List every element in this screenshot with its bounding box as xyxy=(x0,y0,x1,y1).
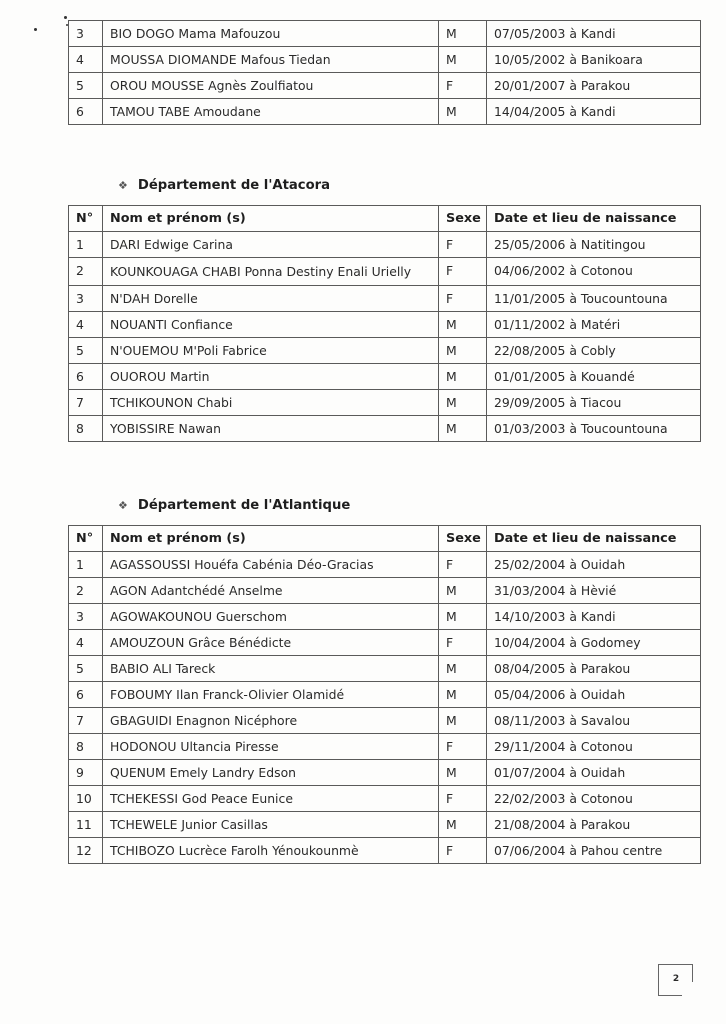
cell-name: TCHIKOUNON Chabi xyxy=(103,390,439,416)
section-title: Département de l'Atlantique xyxy=(137,498,351,513)
table-row xyxy=(69,47,701,73)
cell-sex: M xyxy=(439,604,487,630)
table-row xyxy=(69,390,701,416)
cell-birth: 01/03/2003 à Toucountouna xyxy=(487,416,701,442)
atacora-table xyxy=(68,205,701,442)
cell-number: 6 xyxy=(69,99,103,125)
cell-sex: M xyxy=(439,47,487,73)
cell-sex: M xyxy=(439,364,487,390)
cell-sex: M xyxy=(439,338,487,364)
atlantique-table xyxy=(68,525,701,864)
table-row xyxy=(69,656,701,682)
cell-sex: F xyxy=(439,73,487,99)
cell-number: 8 xyxy=(69,416,103,442)
cell-number: 5 xyxy=(69,73,103,99)
table-header-row xyxy=(69,206,701,232)
page-number-frame xyxy=(692,964,693,982)
cell-name: BIO DOGO Mama Mafouzou xyxy=(103,21,439,47)
table-row xyxy=(69,708,701,734)
cell-name: HODONOU Ultancia Piresse xyxy=(103,734,439,760)
cell-sex: F xyxy=(439,286,487,312)
cell-birth: 07/06/2004 à Pahou centre xyxy=(487,838,701,864)
cell-name: TAMOU TABE Amoudane xyxy=(103,99,439,125)
cell-sex: M xyxy=(439,812,487,838)
table-row xyxy=(69,286,701,312)
cell-name: AMOUZOUN Grâce Bénédicte xyxy=(103,630,439,656)
cell-sex: F xyxy=(439,552,487,578)
table-row xyxy=(69,364,701,390)
table-row xyxy=(69,630,701,656)
cell-birth: 01/07/2004 à Ouidah xyxy=(487,760,701,786)
section-heading-atacora xyxy=(118,178,330,193)
table-header-row xyxy=(69,526,701,552)
cell-name: OROU MOUSSE Agnès Zoulfiatou xyxy=(103,73,439,99)
cell-sex: M xyxy=(439,416,487,442)
cell-sex: F xyxy=(439,838,487,864)
cell-name: TCHEWELE Junior Casillas xyxy=(103,812,439,838)
cell-birth: 31/03/2004 à Hèvié xyxy=(487,578,701,604)
cell-birth: 20/01/2007 à Parakou xyxy=(487,73,701,99)
cell-name: N'DAH Dorelle xyxy=(103,286,439,312)
table-row xyxy=(69,73,701,99)
cell-name: QUENUM Emely Landry Edson xyxy=(103,760,439,786)
cell-number: 2 xyxy=(69,578,103,604)
table-row xyxy=(69,99,701,125)
cell-birth: 25/05/2006 à Natitingou xyxy=(487,232,701,258)
table-row xyxy=(69,21,701,47)
cell-birth: 01/11/2002 à Matéri xyxy=(487,312,701,338)
cell-birth: 25/02/2004 à Ouidah xyxy=(487,552,701,578)
cell-name: FOBOUMY Ilan Franck-Olivier Olamidé xyxy=(103,682,439,708)
cell-sex: M xyxy=(439,682,487,708)
header-birth: Date et lieu de naissance xyxy=(487,206,701,232)
header-sex: Sexe xyxy=(439,206,487,232)
table-row xyxy=(69,312,701,338)
cell-name: GBAGUIDI Enagnon Nicéphore xyxy=(103,708,439,734)
cell-name: AGON Adantchédé Anselme xyxy=(103,578,439,604)
cell-name: AGOWAKOUNOU Guerschom xyxy=(103,604,439,630)
section-heading-atlantique xyxy=(118,498,350,513)
cell-number: 4 xyxy=(69,630,103,656)
cell-number: 5 xyxy=(69,338,103,364)
section-title: Département de l'Atacora xyxy=(137,178,331,193)
continued-table xyxy=(68,20,701,125)
cell-number: 4 xyxy=(69,312,103,338)
cell-sex: F xyxy=(439,630,487,656)
cell-name: MOUSSA DIOMANDE Mafous Tiedan xyxy=(103,47,439,73)
table-row xyxy=(69,760,701,786)
cell-number: 8 xyxy=(69,734,103,760)
table-row xyxy=(69,604,701,630)
cell-number: 6 xyxy=(69,364,103,390)
cell-number: 6 xyxy=(69,682,103,708)
cell-birth: 29/09/2005 à Tiacou xyxy=(487,390,701,416)
cell-birth: 05/04/2006 à Ouidah xyxy=(487,682,701,708)
header-name: Nom et prénom (s) xyxy=(103,526,439,552)
cell-sex: M xyxy=(439,99,487,125)
cell-number: 7 xyxy=(69,708,103,734)
cell-name: OUOROU Martin xyxy=(103,364,439,390)
cell-number: 1 xyxy=(69,552,103,578)
cell-name: BABIO ALI Tareck xyxy=(103,656,439,682)
cell-number: 4 xyxy=(69,47,103,73)
cell-number: 3 xyxy=(69,604,103,630)
cell-sex: M xyxy=(439,578,487,604)
cell-birth: 14/10/2003 à Kandi xyxy=(487,604,701,630)
cell-birth: 22/08/2005 à Cobly xyxy=(487,338,701,364)
header-no: N° xyxy=(69,526,103,552)
cell-number: 3 xyxy=(69,21,103,47)
cell-sex: M xyxy=(439,708,487,734)
table-row xyxy=(69,338,701,364)
cell-name: NOUANTI Confiance xyxy=(103,312,439,338)
cell-name: DARI Edwige Carina xyxy=(103,232,439,258)
cell-number: 9 xyxy=(69,760,103,786)
cell-number: 7 xyxy=(69,390,103,416)
table-row xyxy=(69,786,701,812)
table-row xyxy=(69,734,701,760)
table-row xyxy=(69,838,701,864)
cell-number: 12 xyxy=(69,838,103,864)
cell-number: 1 xyxy=(69,232,103,258)
cell-name: TCHIBOZO Lucrèce Farolh Yénoukounmè xyxy=(103,838,439,864)
cell-birth: 07/05/2003 à Kandi xyxy=(487,21,701,47)
header-sex: Sexe xyxy=(439,526,487,552)
page-number: 2 xyxy=(658,964,693,995)
cell-number: 10 xyxy=(69,786,103,812)
cell-number: 5 xyxy=(69,656,103,682)
cell-sex: F xyxy=(439,258,487,286)
cell-birth: 21/08/2004 à Parakou xyxy=(487,812,701,838)
cell-name: N'OUEMOU M'Poli Fabrice xyxy=(103,338,439,364)
cell-name: KOUNKOUAGA CHABI Ponna Destiny Enali Urielly xyxy=(103,258,439,286)
cell-birth: 10/05/2002 à Banikoara xyxy=(487,47,701,73)
header-birth: Date et lieu de naissance xyxy=(487,526,701,552)
cell-name: AGASSOUSSI Houéfa Cabénia Déo-Gracias xyxy=(103,552,439,578)
cell-sex: F xyxy=(439,786,487,812)
table-row xyxy=(69,552,701,578)
cell-birth: 08/04/2005 à Parakou xyxy=(487,656,701,682)
diamond-bullet-icon: ❖ xyxy=(118,179,128,192)
table-row xyxy=(69,812,701,838)
cell-birth: 11/01/2005 à Toucountouna xyxy=(487,286,701,312)
cell-sex: M xyxy=(439,656,487,682)
cell-sex: M xyxy=(439,21,487,47)
table-row xyxy=(69,682,701,708)
header-name: Nom et prénom (s) xyxy=(103,206,439,232)
cell-sex: M xyxy=(439,760,487,786)
cell-number: 11 xyxy=(69,812,103,838)
table-row xyxy=(69,232,701,258)
cell-birth: 14/04/2005 à Kandi xyxy=(487,99,701,125)
cell-sex: F xyxy=(439,734,487,760)
cell-sex: M xyxy=(439,390,487,416)
cell-number: 3 xyxy=(69,286,103,312)
cell-number: 2 xyxy=(69,258,103,286)
cell-name: YOBISSIRE Nawan xyxy=(103,416,439,442)
cell-birth: 01/01/2005 à Kouandé xyxy=(487,364,701,390)
cell-sex: M xyxy=(439,312,487,338)
diamond-bullet-icon: ❖ xyxy=(118,499,128,512)
cell-birth: 10/04/2004 à Godomey xyxy=(487,630,701,656)
table-row xyxy=(69,258,701,286)
cell-sex: F xyxy=(439,232,487,258)
header-no: N° xyxy=(69,206,103,232)
cell-birth: 08/11/2003 à Savalou xyxy=(487,708,701,734)
table-row xyxy=(69,416,701,442)
cell-birth: 22/02/2003 à Cotonou xyxy=(487,786,701,812)
cell-birth: 04/06/2002 à Cotonou xyxy=(487,258,701,286)
cell-name: TCHEKESSI God Peace Eunice xyxy=(103,786,439,812)
cell-birth: 29/11/2004 à Cotonou xyxy=(487,734,701,760)
table-row xyxy=(69,578,701,604)
